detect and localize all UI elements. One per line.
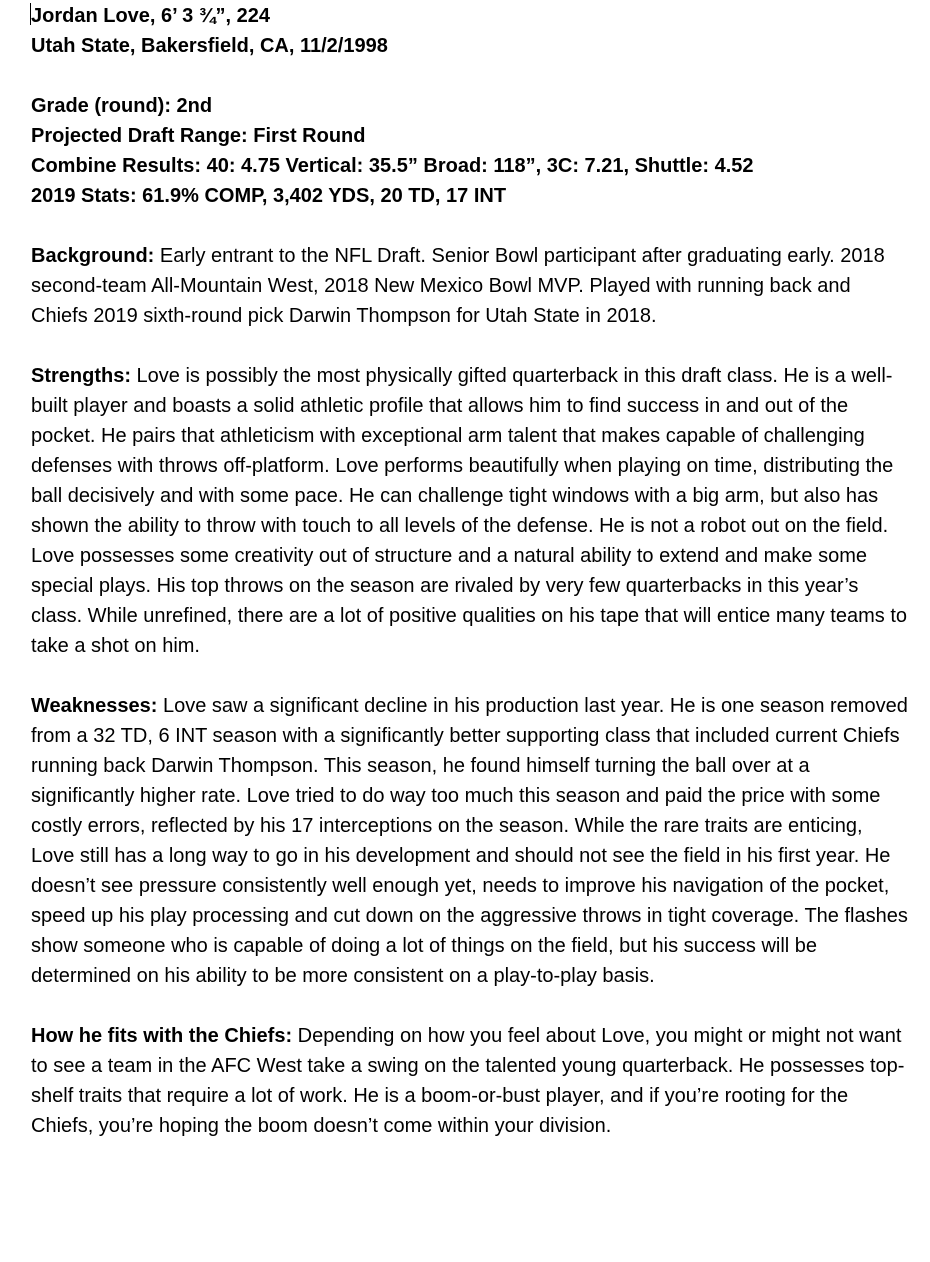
spacer	[31, 61, 911, 91]
player-name-text: Jordan Love, 6’ 3 ¾”, 224	[31, 5, 271, 27]
combine-results-line: Combine Results: 40: 4.75 Vertical: 35.5” Broad: 118”, 3C: 7.21, Shuttle: 4.52	[31, 155, 754, 177]
spacer	[31, 211, 911, 241]
stats-line: 2019 Stats: 61.9% COMP, 3,402 YDS, 20 TD, 17 INT	[31, 185, 507, 207]
player-school-line: Utah State, Bakersfield, CA, 11/2/1998	[31, 35, 388, 57]
fit-paragraph	[31, 1021, 911, 1141]
document-body[interactable]	[31, 1, 911, 1141]
spacer	[31, 661, 911, 691]
projected-range-line: Projected Draft Range: First Round	[31, 125, 366, 147]
strengths-text: Love is possibly the most physically gifted quarterback in this draft class. He is a well-built player and boasts a solid athletic profile that allows him to find success in and out of the pocket. He pairs that athleticism with exceptional arm talent that makes capable of challenging defenses with throws off-platform. Love performs beautifully when playing on time, distributing the ball decisively and with some pace. He can challenge tight windows with a big arm, but also has shown the ability to throw with touch to all levels of the defense. He is not a robot out on the field. Love possesses some creativity out of structure and a natural ability to extend and make some special plays. His top throws on the season are rivaled by very few quarterbacks in this year’s class. While unrefined, there are a lot of positive qualities on his tape that will entice many teams to take a shot on him.	[31, 365, 908, 657]
fit-label: How he fits with the Chiefs:	[31, 1025, 293, 1047]
fit-text: Depending on how you feel about Love, you might or might not want to see a team in the AFC West take a swing on the talented young quarterback. He possesses top-shelf traits that require a lot of work. He is a boom-or-bust player, and if you’re rooting for the Chiefs, you’re hoping the boom doesn’t come within your division.	[31, 1025, 905, 1137]
weaknesses-paragraph	[31, 691, 911, 991]
strengths-paragraph	[31, 361, 911, 661]
background-paragraph	[31, 241, 911, 331]
strengths-label: Strengths:	[31, 365, 131, 387]
background-text: Early entrant to the NFL Draft. Senior Bowl participant after graduating early. 2018 second-team All-Mountain West, 2018 New Mexico Bowl MVP. Played with running back and Chiefs 2019 sixth-round pick Darwin Thompson for Utah State in 2018.	[31, 245, 885, 327]
grade-line: Grade (round): 2nd	[31, 95, 213, 117]
weaknesses-label: Weaknesses:	[31, 695, 158, 717]
spacer	[31, 331, 911, 361]
spacer	[31, 991, 911, 1021]
player-name-line	[31, 1, 911, 31]
background-label: Background:	[31, 245, 155, 267]
weaknesses-text: Love saw a significant decline in his production last year. He is one season removed from a 32 TD, 6 INT season with a significantly better supporting class that included current Chiefs running back Darwin Thompson. This season, he found himself turning the ball over at a significantly higher rate. Love tried to do way too much this season and paid the price with some costly errors, reflected by his 17 interceptions on the season. While the rare traits are enticing, Love still has a long way to go in his development and should not see the field in his first year. He doesn’t see pressure consistently well enough yet, needs to improve his navigation of the pocket, speed up his play processing and cut down on the aggressive throws in tight coverage. The flashes show someone who is capable of doing a lot of things on the field, but his success will be determined on his ability to be more consistent on a play-to-play basis.	[31, 695, 908, 987]
